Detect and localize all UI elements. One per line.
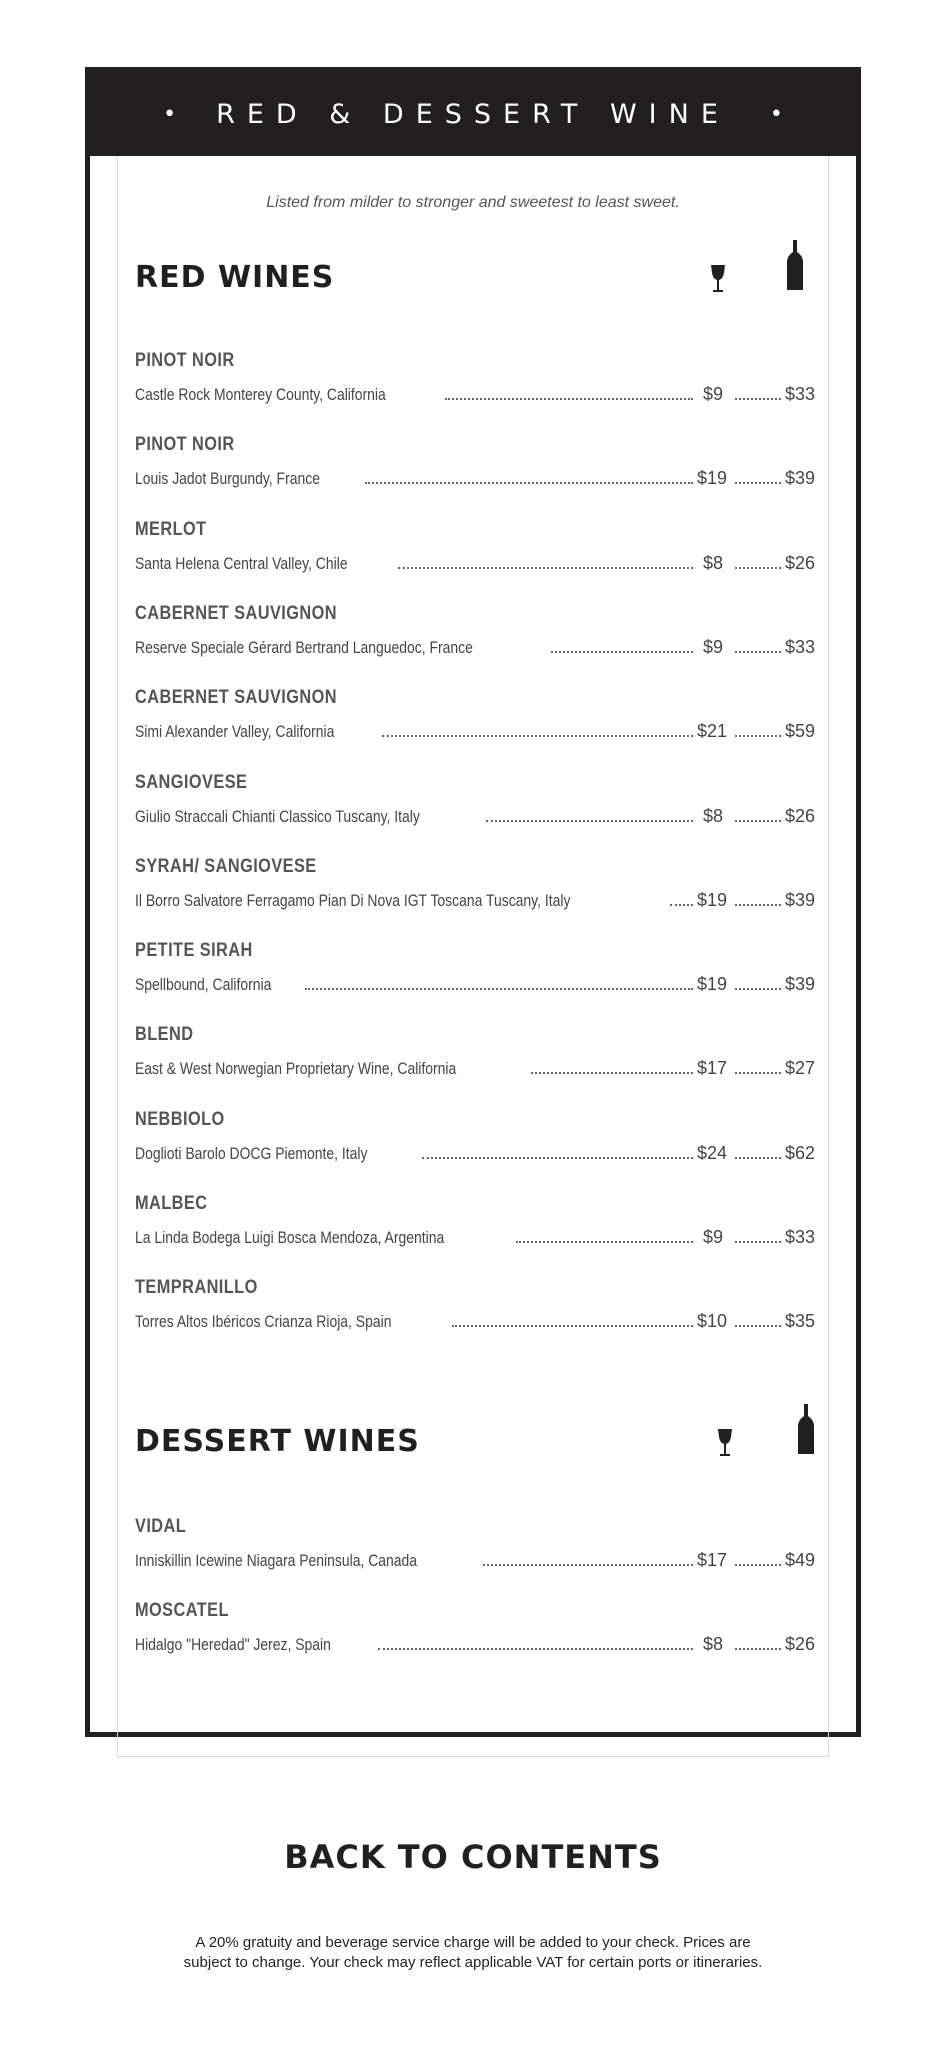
bottle-price: $33 [785,384,816,404]
wine-detail-line [135,1142,816,1164]
glass-price: $19 [697,974,728,995]
dot-leader [735,1564,781,1566]
wine-item [135,1600,816,1655]
wine-detail-line [135,889,816,911]
menu-header [90,72,856,156]
wine-description: Doglioti Barolo DOCG Piemonte, Italy [135,1143,368,1163]
wine-item [135,350,816,405]
dot-leader [398,567,693,569]
wine-description: Il Borro Salvatore Ferragamo Pian Di Nova IGT Toscana Tuscany, Italy [135,890,571,910]
wine-varietal: VIDAL [135,1516,187,1537]
glass-price: $10 [697,1311,728,1332]
dot-leader [735,820,781,822]
dot-leader [735,988,781,990]
wine-varietal: SANGIOVESE [135,771,248,793]
menu-intro: Listed from milder to stronger and sweetest to least sweet. [266,194,680,211]
dot-leader [735,1241,781,1243]
dot-leader [735,567,781,569]
wine-bottle-icon [798,1404,814,1454]
dot-leader [516,1241,693,1243]
dot-leader [531,1072,693,1074]
bottle-price: $59 [785,721,816,742]
wine-description: Giulio Straccali Chianti Classico Tuscany, Italy [135,806,420,826]
wine-detail-line [135,805,816,827]
bottle-price: $35 [785,1311,816,1332]
wine-varietal: MOSCATEL [135,1600,229,1621]
menu-title: RED & DESSERT WINE [216,98,730,130]
bottle-price: $49 [785,1550,816,1570]
glass-price: $9 [702,636,723,657]
bottle-price: $26 [785,1634,816,1654]
wine-glass-icon [710,264,726,294]
wine-item [135,687,816,742]
bottle-price: $39 [785,974,816,995]
bottle-price: $33 [785,1227,816,1247]
section-title-dessert: DESSERT WINES [135,1424,420,1459]
wine-varietal: PETITE SIRAH [135,940,253,962]
wine-detail-line [135,1058,816,1079]
bottle-price: $39 [785,468,816,489]
glass-price: $24 [697,1142,728,1163]
wine-item [135,771,816,827]
wine-description: Simi Alexander Valley, California [135,722,335,742]
bottle-price: $27 [785,1058,816,1079]
wine-menu-card [85,67,861,1737]
wine-detail-line [135,721,816,742]
glass-price: $9 [702,384,723,404]
dot-leader [452,1325,693,1327]
bottle-price: $26 [785,552,816,573]
dot-leader [445,398,693,400]
wine-item [135,1277,816,1332]
wine-varietal: MALBEC [135,1193,208,1214]
glass-price: $8 [702,805,723,826]
bottle-price: $62 [785,1142,816,1163]
dot-leader [735,1325,781,1327]
dot-leader [735,482,781,484]
header-dot-left: • [163,101,177,127]
wine-item [135,1108,816,1164]
dot-leader [382,735,693,737]
dot-leader [670,904,693,906]
dot-leader [735,398,781,400]
wine-varietal: CABERNET SAUVIGNON [135,602,338,624]
dot-leader [378,1648,693,1650]
dot-leader [422,1157,693,1159]
wine-description: Inniskillin Icewine Niagara Peninsula, Canada [135,1551,418,1570]
dot-leader [365,482,693,484]
dot-leader [735,735,781,737]
wine-detail-line [135,636,816,658]
back-to-contents-link[interactable]: BACK TO CONTENTS [284,1838,662,1876]
wine-varietal: PINOT NOIR [135,350,235,371]
wine-description: Reserve Speciale Gérard Bertrand Languedoc, France [135,637,473,657]
wine-item [135,1193,816,1248]
dot-leader [305,988,693,990]
wine-varietal: SYRAH/ SANGIOVESE [135,855,317,877]
dot-leader [735,904,781,906]
bottle-price: $26 [785,805,816,826]
glass-price: $8 [702,552,723,573]
wine-item [135,602,816,658]
wine-item [135,940,816,995]
dot-leader [735,1072,781,1074]
wine-item [135,855,816,911]
wine-varietal: PINOT NOIR [135,434,235,456]
wine-detail-line [135,552,816,574]
wine-bottle-icon [787,240,803,290]
bottle-price: $39 [785,889,816,910]
wine-varietal: CABERNET SAUVIGNON [135,687,338,709]
wine-description: Castle Rock Monterey County, California [135,385,386,404]
glass-price: $17 [697,1058,728,1079]
wine-item [135,518,816,574]
wine-detail-line [135,384,816,405]
glass-price: $19 [697,889,728,910]
wine-varietal: BLEND [135,1024,194,1046]
wine-detail-line [135,1311,816,1332]
wine-glass-icon [717,1428,733,1458]
glass-price: $17 [697,1550,728,1570]
glass-price: $21 [697,721,728,742]
wine-detail-line [135,1634,816,1655]
wine-description: Santa Helena Central Valley, Chile [135,553,348,573]
wine-varietal: MERLOT [135,518,207,540]
dot-leader [735,1157,781,1159]
bottle-price: $33 [785,636,816,657]
wine-varietal: NEBBIOLO [135,1108,225,1130]
dot-leader [551,651,693,653]
glass-price: $19 [697,468,728,489]
wine-description: Hidalgo "Heredad" Jerez, Spain [135,1635,331,1654]
wine-varietal: TEMPRANILLO [135,1277,258,1299]
dot-leader [486,820,693,822]
wine-detail-line [135,974,816,995]
dot-leader [735,651,781,653]
wine-description: East & West Norwegian Proprietary Wine, California [135,1059,457,1079]
glass-price: $9 [702,1227,723,1247]
wine-description: Torres Altos Ibéricos Crianza Rioja, Spain [135,1312,392,1332]
section-title-red: RED WINES [135,260,335,295]
wine-description: La Linda Bodega Luigi Bosca Mendoza, Argentina [135,1228,445,1247]
dot-leader [735,1648,781,1650]
wine-detail-line [135,1550,816,1571]
wine-item [135,434,816,489]
wine-item [135,1024,816,1079]
header-dot-right: • [769,101,783,127]
wine-detail-line [135,1227,816,1248]
wine-description: Spellbound, California [135,975,272,995]
wine-item [135,1516,816,1571]
gratuity-footnote: A 20% gratuity and beverage service charge will be added to your check. Prices are subject to change. Your check may reflect applicable VAT for certain ports or itineraries. [183,1934,763,1971]
dot-leader [483,1564,693,1566]
wine-detail-line [135,468,816,489]
glass-price: $8 [702,1634,723,1654]
wine-description: Louis Jadot Burgundy, France [135,469,320,489]
